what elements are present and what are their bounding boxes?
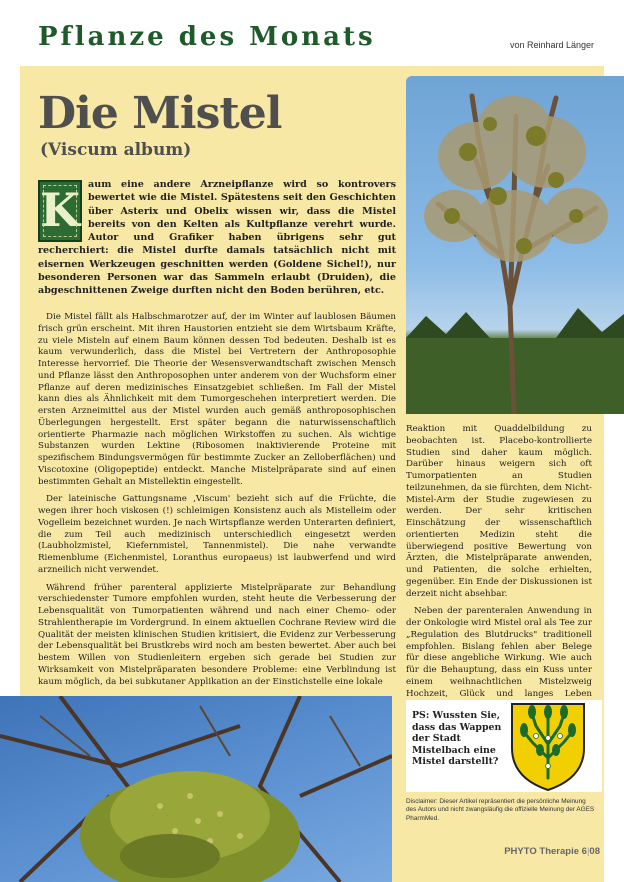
author-byline: von Reinhard Länger — [509, 40, 594, 50]
journal-name: PHYTO Therapie — [504, 846, 580, 857]
issue-separator: | — [586, 846, 590, 857]
disclaimer: Disclaimer: Dieser Artikel repräsentiert die persönliche Meinung des Autors und nicht zwangsläufig die offizielle Meinung der AGES PharmMed. — [406, 798, 595, 822]
ps-text: PS: Wussten Sie, dass das Wappen der Stadt Mistelbach eine Mistel darstellt? — [412, 710, 502, 768]
body-paragraph: Reaktion mit Quaddelbildung zu beobachten ist. Placebo-kontrollierte Studien sind daher kaum möglich. Darüber hinaus weigern sich oft Tumorpatienten an Studien teilzunehmen, da sie fürchten, dem Nicht-Mistel-Arm der Studie zugewiesen zu werden. Der sehr kritischen Einschätzung der wissenschaftlich orientierten Medizin steht die überwiegend positive Bewertung von Ärzten, die Mistelpräparate anwenden, und Patienten, die solche erhielten, gegenüber. Ein Ende der Diskussionen ist derzeit nicht absehbar. — [406, 424, 592, 599]
body-column-left — [38, 312, 396, 694]
section-title: Pflanze des Monats — [38, 22, 376, 52]
lead-text: aum eine andere Arzneipflanze wird so kontrovers bewertet wie die Mistel. Spätestens seit den Geschichten über Asterix und Obelix wissen wir, dass die Mistel bereits von den Kelten als Kultpflanze verehrt wurde. Autor und Grafiker haben übrigens sehr gut recherchiert: die Mistel durfte damals tatsächlich nicht mit eisernen Werkzeugen geschnitten werden (Goldene Sichel!), nur besonderen Personen war das Sammeln erlaubt (Druiden), die abgeschnittenen Zweige durften nicht den Boden berühren, etc. — [38, 179, 396, 297]
article-title: Die Mistel — [38, 88, 282, 139]
tree-photo — [406, 76, 624, 414]
issue-number: 6 — [581, 846, 587, 857]
body-column-right — [406, 424, 592, 718]
article-subtitle: (Viscum album) — [40, 140, 192, 160]
body-paragraph: Der lateinische Gattungsname ‚Viscum' bezieht sich auf die Früchte, die wegen ihrer hoch viskosen (!) schleimigen Konsistenz auch als Mistelleim oder Vogelleim bezeichnet wurden. Je nach Wirtspflanze werden Unterarten definiert, die zum Teil auch medizinisch unterschiedlich eingesetzt werden (Laubholzmistel, Kiefernmistel, Tannenmistel). Die nahe verwandte Riemenblume (Eichenmistel, Loranthus europaeus) ist laubwerfend und wird arzneilich nicht verwendet. — [38, 494, 396, 575]
journal-footer — [504, 846, 600, 857]
body-paragraph: Die Mistel fällt als Halbschmarotzer auf, der im Winter auf laublosen Bäumen frisch grün erscheint. Mit ihren Haustorien entzieht sie dem Wirtsbaum Kräfte, zu viele Misteln auf einem Baum können dessen Tod bedeuten. Deshalb ist es kaum verwunderlich, dass die Mistel bei Vertretern der Anthroposophie Interesse hervorrief. Die Theorie der Wesensverwandtschaft zwischen Mensch und Pflanze lässt den Anthroposophen unter anderem von der Wuchsform einer Pflanze auf deren medizinisches Einsatzgebiet schließen. Im Fall der Mistel kann dies als Ähnlichkeit mit dem Tumorgeschehen interpretiert werden. Die ersten Arzneimittel aus der Mistel wurden auch gemäß anthroposophischen Überlegungen hergestellt. Erst später begann die naturwissenschaftlich orientierte Pharmazie nach möglichen Wirkstoffen zu suchen. Als wichtige Substanzen wurden Lektine (Ribosomen inaktivierende Proteine mit spezifischem Bindungsvermögen für bestimmte Zucker an Zelloberflächen) und Viscotoxine (Oligopeptide) entdeckt. Manche Mistelpräparate sind auf einen bestimmten Gehalt an Mistellektin eingestellt. — [38, 312, 396, 487]
mistletoe-photo — [0, 696, 392, 882]
ps-box — [406, 700, 602, 792]
issue-year: 08 — [589, 846, 600, 857]
lead-paragraph — [38, 178, 396, 298]
tree-illustration — [406, 76, 624, 414]
body-paragraph: Neben der parenteralen Anwendung in der Onkologie wird Mistel oral als Tee zur „Regulation des Blutdrucks" traditionell empfohlen. Bislang fehlen aber Belege für diese angebliche Wirkung. Wie auch für die Behauptung, dass ein Kuss unter einem weihnachtlichen Mistelzweig Hochzeit, Glück und langes Leben — [406, 606, 592, 699]
body-paragraph: Während früher parenteral applizierte Mistelpräparate zur Behandlung verschiedenster Tumore empfohlen wurden, steht heute die Verbesserung der Lebensqualität von Tumorpatienten während und nach einer Chemo- oder Strahlentherapie im Vordergrund. In einem aktuellen Cochrane Review wird die Qualität der meisten klinischen Studien kritisiert, die Evidenz zur Verbesserung der Lebensqualität bei Brustkrebs wird noch am besten bewertet. Aber auch bei bestem Willen von Studienleitern ergeben sich gerade bei Studien zur Wirksamkeit von Mistelpräparaten besondere Probleme: eine Verblindung ist kaum möglich, da bei subkutaner Applikation an der Einstichstelle eine lokale — [38, 582, 396, 687]
mistelbach-coat-of-arms — [506, 700, 590, 792]
mistletoe-illustration — [0, 696, 392, 882]
dropcap-initial: K — [38, 180, 82, 242]
